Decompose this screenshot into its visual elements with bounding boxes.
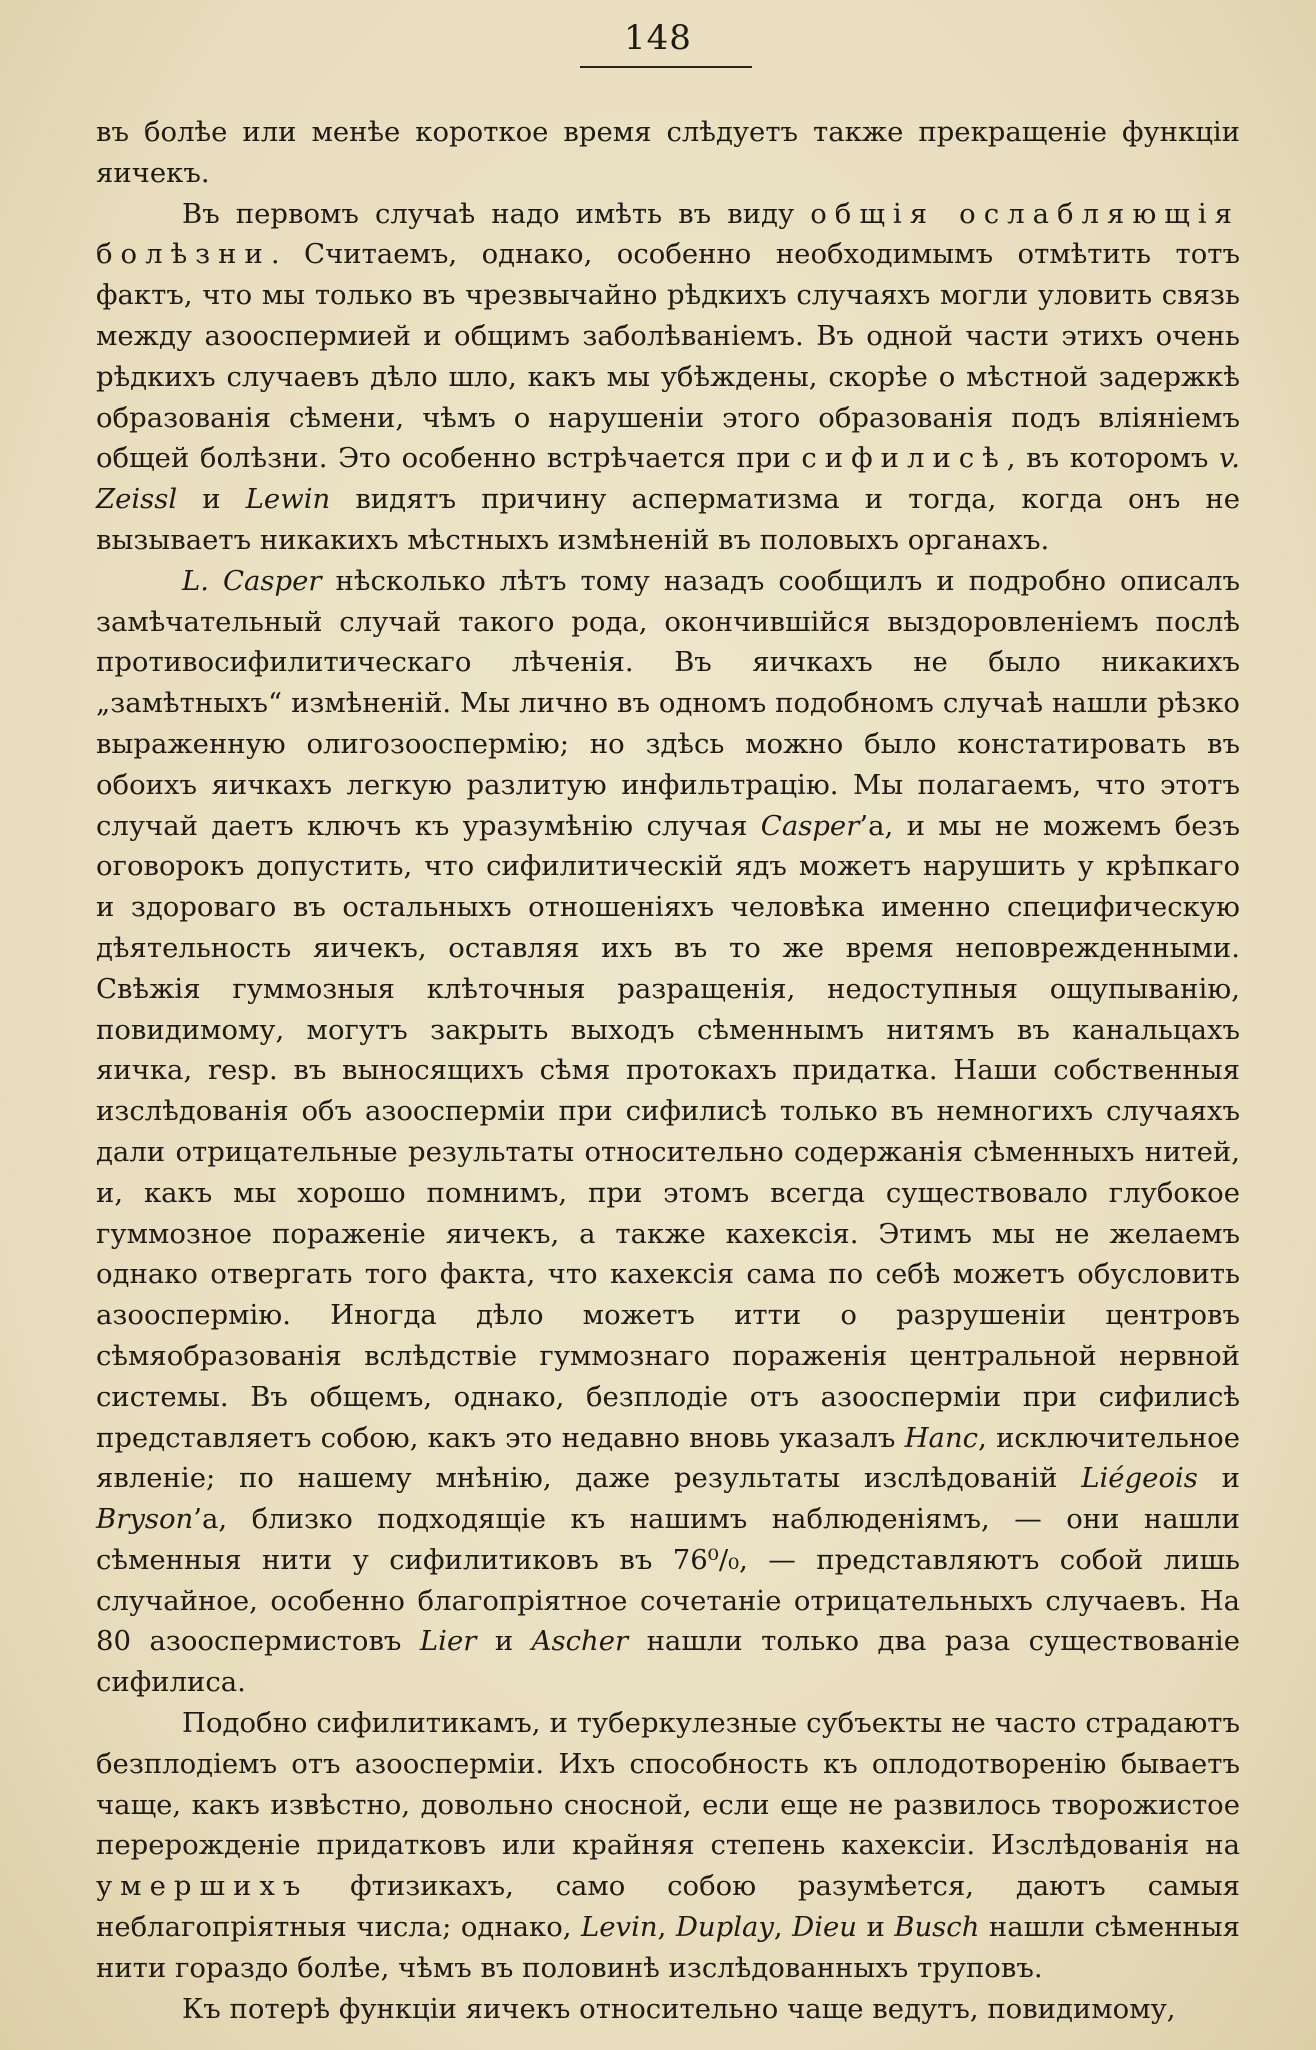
text-run: ’а, и мы не можемъ безъ оговорокъ допустить, что сифилитическій ядъ можетъ нарушить у крѣпкаго и здороваго въ остальныхъ отношеніяхъ человѣка именно специфическую дѣятельность яичекъ, оставляя ихъ въ то же время неповрежденными. Свѣжія гуммозныя клѣточныя разращенія, недоступныя ощупыванію, повидимому, могутъ закрыть выходъ сѣменнымъ нитямъ въ канальцахъ яичка, resp. въ выносящихъ сѣмя протокахъ придатка. Наши собственныя изслѣдованія объ азооспермiи при сифилисѣ только въ немногихъ случаяхъ дали отрицательные результаты относительно содержанія сѣменныхъ нитей, и, какъ мы хорошо помнимъ, при этомъ всегда существовало глубокое гуммозное пораженіе яичекъ, а также кахексія. Этимъ мы не желаемъ однако отвергать того факта, что кахексія сама по себѣ можетъ обусловить азооспермію. Иногда дѣло можетъ итти о разрушеніи центровъ сѣмяобразованія вслѣдствіе гуммознаго пораженія центральной нервной системы. Въ общемъ, однако, безплодіе отъ азооспермiи при сифилисѣ представляетъ собою, какъ это недавно вновь указалъ: [96, 809, 1240, 1454]
italic-name: v. Zeissl: [96, 442, 1240, 516]
italic-name: Liégeois: [1081, 1462, 1198, 1495]
paragraph: [96, 1989, 1240, 2030]
italic-name: Casper: [760, 809, 860, 842]
spaced-emphasis: сифилисѣ: [801, 442, 1007, 475]
italic-name: Levin: [581, 1911, 658, 1944]
text-run: въ болѣе или менѣе короткое время слѣдуетъ также прекращеніе функціи яичекъ.: [96, 116, 1240, 189]
text-run: нѣсколько лѣтъ тому назадъ сообщилъ и подробно описалъ замѣчательный случай такого рода, окончившійся выздоровленіемъ послѣ противосифилитическаго лѣченія. Въ яичкахъ не было никакихъ „замѣтныхъ“ измѣненій. Мы лично въ одномъ подобномъ случаѣ нашли рѣзко выраженную олигозооспермію; но здѣсь можно было констатировать въ обоихъ яичкахъ легкую разлитую инфильтрацію. Мы полагаемъ, что этотъ случай даетъ ключъ къ уразумѣнію случая: [96, 564, 1240, 842]
paragraph: [96, 1703, 1240, 1989]
text-run: и: [1197, 1462, 1240, 1495]
text-run: фтизикахъ, само собою разумѣется, даютъ самыя неблагопріятныя числа; однако,: [96, 1870, 1240, 1944]
italic-name: Ascher: [531, 1625, 629, 1658]
spaced-emphasis: умершихъ: [96, 1870, 309, 1903]
paragraph: [96, 194, 1240, 561]
text-run: и: [856, 1911, 895, 1944]
header-rule: [580, 66, 752, 68]
text-run: нашли только два раза существованіе сифилиса.: [96, 1625, 1241, 1699]
text-run: и: [476, 1625, 532, 1658]
italic-name: L. Casper: [182, 564, 322, 597]
text-run: , въ которомъ: [1006, 442, 1219, 475]
italic-name: Lewin: [245, 483, 331, 516]
page-number: 148: [624, 18, 692, 58]
text-run: Къ потерѣ функціи яичекъ относительно чаще ведутъ, повидимому,: [182, 1992, 1176, 2025]
text-run: Подобно сифилитикамъ, и туберкулезные субъекты не часто страдаютъ безплодіемъ отъ азооспермiи. Ихъ способность къ оплодотворенію бываетъ чаще, какъ извѣстно, довольно сносной, если еще не развилось творожистое перерожденіе придатковъ или крайняя степень кахексіи. Изслѣдованія на: [96, 1707, 1240, 1862]
paragraph: [96, 112, 1240, 194]
text-run: Въ первомъ случаѣ надо имѣть въ виду: [182, 197, 811, 230]
italic-name: Bryson: [96, 1503, 194, 1536]
text-run: , исключительное явленіе; по нашему мнѣнію, даже результаты изслѣдованій: [96, 1421, 1240, 1495]
italic-name: Busch: [894, 1911, 980, 1944]
text-run: ’а, близко подходящіе къ нашимъ наблюденіямъ, — они нашли сѣменныя нити у сифилитиковъ въ 76⁰/₀, — представляютъ собой лишь случайное, особенно благопріятное сочетаніе отрицательныхъ случаевъ. На 80 азооспермистовъ: [96, 1503, 1240, 1658]
body-text: [96, 112, 1240, 2029]
text-run: ,: [773, 1911, 793, 1944]
text-run: нашли сѣменныя нити гораздо болѣе, чѣмъ въ половинѣ изслѣдованныхъ труповъ.: [96, 1911, 1241, 1984]
paragraph: [96, 561, 1240, 1703]
text-run: и: [177, 483, 246, 516]
italic-name: Lier: [419, 1625, 477, 1658]
text-run: ,: [657, 1911, 676, 1944]
italic-name: Duplay: [675, 1911, 774, 1944]
spaced-emphasis: общія ослабляющія болѣзни: [96, 197, 1241, 271]
italic-name: Dieu: [792, 1911, 857, 1944]
text-run: видятъ причину асперматизма и тогда, когда онъ не вызываетъ никакихъ мѣстныхъ измѣненій въ половыхъ органахъ.: [96, 483, 1241, 556]
italic-name: Hanc: [904, 1421, 979, 1454]
text-run: . Считаемъ, однако, особенно необходимымъ отмѣтить тотъ фактъ, что мы только въ чрезвычайно рѣдкихъ случаяхъ могли уловить связь между азооспермией и общимъ заболѣваніемъ. Въ одной части этихъ очень рѣдкихъ случаевъ дѣло шло, какъ мы убѣждены, скорѣе о мѣстной задержкѣ образованія сѣмени, чѣмъ о нарушеніи этого образованія подъ вліяніемъ общей болѣзни. Это особенно встрѣчается при: [96, 238, 1240, 475]
